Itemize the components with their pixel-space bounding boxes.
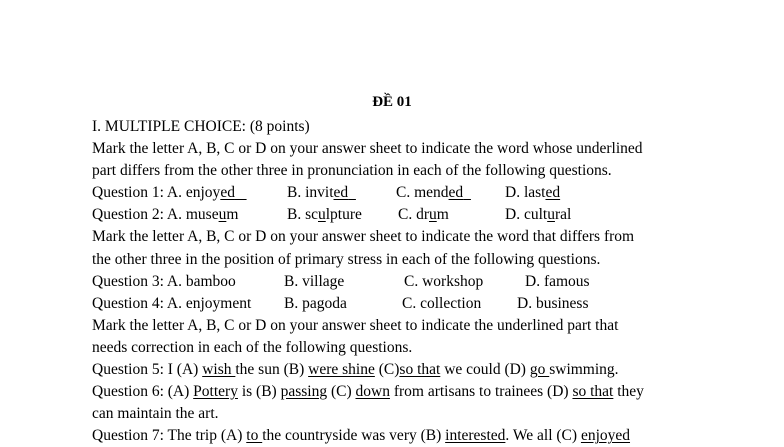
instruction-2-line-1: Mark the letter A, B, C or D on your answer sheet to indicate the word that differs from <box>92 228 635 246</box>
section-heading: I. MULTIPLE CHOICE: (8 points) <box>92 118 310 135</box>
question-5: Question 5: I (A) wish the sun (B) were shine (C)so that we could (D) go swimming. <box>92 361 619 379</box>
question-4-option-c: C. collection <box>402 294 482 312</box>
question-3-option-d: D. famous <box>525 272 590 290</box>
instruction-2-line-2: the other three in the position of primary stress in each of the following questions. <box>92 250 601 268</box>
question-1-option-a: A. enjoyed <box>166 184 235 202</box>
question-2-option-a: A. museum <box>166 206 239 224</box>
question-1-option-d: D. lasted <box>505 184 561 202</box>
question-4 <box>92 293 752 315</box>
question-6: Question 6: (A) Pottery is (B) passing (C) down from artisans to trainees (D) so that they <box>92 383 644 401</box>
question-2 <box>92 204 752 226</box>
question-1 <box>92 182 752 204</box>
instruction-1-line-1: Mark the letter A, B, C or D on your answer sheet to indicate the word whose underlined <box>92 140 643 158</box>
question-2-option-c: C. drum <box>398 206 449 224</box>
question-3-label: Question 3: <box>92 272 167 290</box>
question-1-option-c: C. mended <box>396 184 464 202</box>
question-6-continuation: can maintain the art. <box>92 405 219 423</box>
question-7: Question 7: The trip (A) to the countryside was very (B) interested. We all (C) enjoyed <box>92 427 631 445</box>
document-body <box>92 116 752 447</box>
question-4-option-d: D. business <box>517 294 589 312</box>
question-1-label: Question 1: <box>92 184 167 202</box>
question-1-option-b: B. invited <box>287 184 349 202</box>
exam-title: ĐỀ 01 <box>372 94 412 110</box>
question-2-option-b: B. sculpture <box>287 206 362 224</box>
question-2-option-d: D. cultural <box>505 206 572 224</box>
question-3-option-b: B. village <box>284 272 345 290</box>
question-4-label: Question 4: <box>92 294 167 312</box>
question-3-option-a: A. bamboo <box>166 272 236 290</box>
instruction-1-line-2: part differs from the other three in pronunciation in each of the following questions. <box>92 162 612 180</box>
question-3-option-c: C. workshop <box>404 272 484 290</box>
question-3 <box>92 271 752 293</box>
instruction-3-line-1: Mark the letter A, B, C or D on your answer sheet to indicate the underlined part that <box>92 316 619 334</box>
instruction-3-line-2: needs correction in each of the following questions. <box>92 338 413 356</box>
question-4-option-b: B. pagoda <box>284 294 347 312</box>
question-4-option-a: A. enjoyment <box>166 294 252 312</box>
question-2-label: Question 2: <box>92 206 167 224</box>
